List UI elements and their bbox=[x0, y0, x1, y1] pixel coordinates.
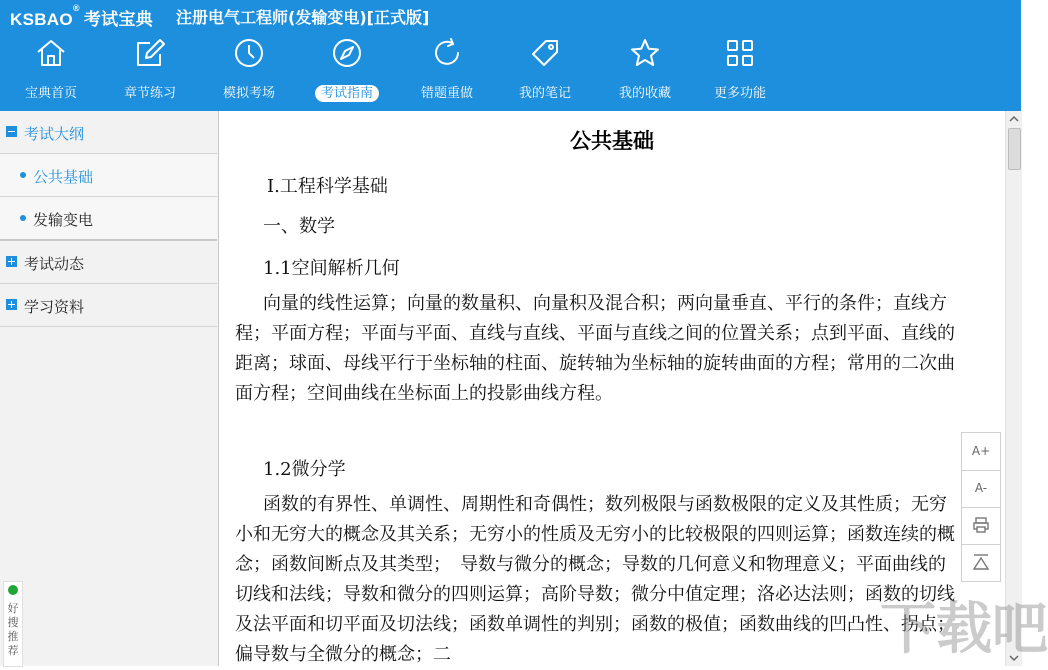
nav-chapter-practice[interactable]: 章节练习 bbox=[101, 30, 199, 108]
nav-wrong-redo[interactable]: 错题重做 bbox=[398, 30, 496, 108]
expand-icon bbox=[6, 256, 17, 267]
star-icon bbox=[629, 37, 661, 69]
nav-exam-guide[interactable]: 考试指南 bbox=[298, 30, 396, 108]
app-title: 注册电气工程师(发输变电)[正式版] bbox=[176, 8, 430, 27]
grid-icon bbox=[724, 37, 756, 69]
print-button[interactable] bbox=[962, 507, 1000, 545]
clock-icon bbox=[233, 37, 265, 69]
sidebar-group-exam-outline[interactable]: 考试大纲 bbox=[0, 111, 217, 154]
tag-icon bbox=[529, 37, 561, 69]
sidebar bbox=[0, 111, 219, 666]
font-decrease-button[interactable]: A- bbox=[962, 470, 1000, 508]
vertical-scrollbar[interactable] bbox=[1005, 111, 1022, 666]
promo-widget[interactable]: 好搜推荐 bbox=[3, 581, 23, 667]
nav-mock-exam[interactable]: 模拟考场 bbox=[200, 30, 298, 108]
subsection-heading: 一、数学 bbox=[263, 216, 335, 237]
home-icon bbox=[35, 37, 67, 69]
font-increase-button[interactable]: A+ bbox=[962, 433, 1000, 471]
watermark: 下载吧 bbox=[880, 597, 1048, 662]
nav-my-notes[interactable]: 我的笔记 bbox=[496, 30, 594, 108]
topic-heading: 1.1空间解析几何 bbox=[263, 258, 400, 279]
compass-icon bbox=[331, 37, 363, 69]
reader-tools bbox=[961, 432, 1001, 582]
app-logo: KSBAO®考试宝典 bbox=[10, 3, 154, 30]
sidebar-group-study-materials[interactable]: 学习资料 bbox=[0, 284, 217, 327]
title-bar bbox=[0, 0, 1021, 30]
refresh-icon bbox=[431, 37, 463, 69]
sidebar-group-exam-news[interactable]: 考试动态 bbox=[0, 241, 217, 284]
paragraph: 函数的有界性、单调性、周期性和奇偶性；数列极限与函数极限的定义及其性质；无穷小和无穷大的概念及其关系；无穷小的性质及无穷小的比较极限的四则运算；函数连续的概念；函数间断点及其类型； 导数与微分的概念；导数的几何意义和物理意义；平面曲线的切线和法线；导数和微分的四则运算；高阶导数；微分中值定理；洛必达法则；函数的切线及法平面和切平面及切法线；函数单调性的判别；函数的极值；函数曲线的凹凸性、拐点；偏导数与全微分的概念；二 bbox=[235, 494, 955, 665]
document-view bbox=[219, 111, 1005, 666]
edit-icon bbox=[134, 37, 166, 69]
paragraph: 向量的线性运算；向量的数量积、向量积及混合积；两向量垂直、平行的条件；直线方程；平面方程；平面与平面、直线与直线、平面与直线之间的位置关系；点到平面、直线的距离；球面、母线平行于坐标轴的柱面、旋转轴为坐标轴的旋转曲面的方程；常用的二次曲面方程；空间曲线在坐标面上的投影曲线方程。 bbox=[235, 293, 955, 404]
top-toolbar bbox=[0, 0, 1021, 111]
expand-icon bbox=[6, 299, 17, 310]
scroll-up-icon[interactable] bbox=[1006, 111, 1022, 127]
collapse-icon bbox=[6, 126, 17, 137]
back-to-top-button[interactable] bbox=[962, 544, 1000, 581]
sidebar-item-public-basics[interactable]: 公共基础 bbox=[0, 154, 217, 197]
sidebar-item-power-transmission[interactable]: 发输变电 bbox=[0, 197, 217, 240]
bullet-icon bbox=[20, 172, 26, 178]
main-nav bbox=[0, 30, 1021, 111]
section-heading: Ⅰ.工程科学基础 bbox=[267, 176, 388, 197]
bullet-icon bbox=[20, 215, 26, 221]
back-to-top-icon bbox=[972, 553, 990, 571]
nav-my-favorites[interactable]: 我的收藏 bbox=[596, 30, 694, 108]
scroll-thumb[interactable] bbox=[1008, 128, 1021, 170]
topic-heading: 1.2微分学 bbox=[263, 459, 346, 480]
print-icon bbox=[972, 516, 990, 534]
document-title: 公共基础 bbox=[570, 129, 654, 153]
nav-more-functions[interactable]: 更多功能 bbox=[691, 30, 789, 108]
status-dot-icon bbox=[8, 585, 18, 595]
nav-home[interactable]: 宝典首页 bbox=[2, 30, 100, 108]
